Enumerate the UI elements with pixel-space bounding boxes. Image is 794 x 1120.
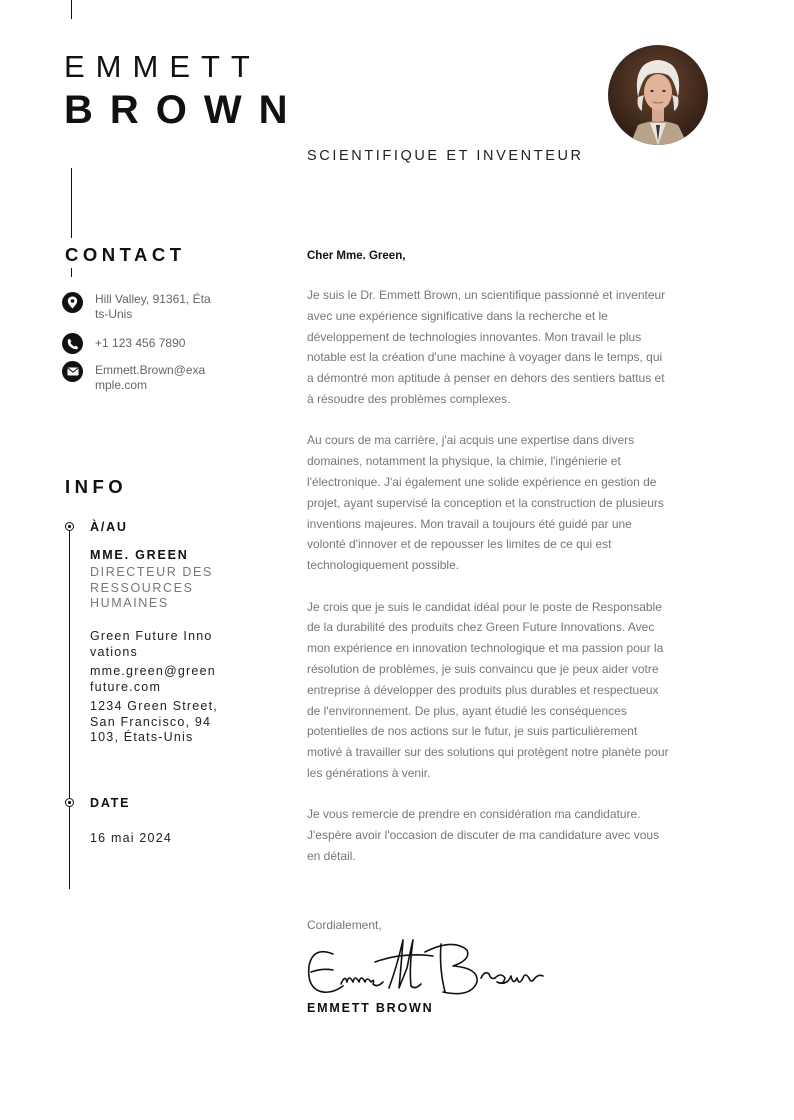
contact-heading: CONTACT (65, 244, 186, 265)
phone-icon (62, 333, 83, 354)
letter-paragraph: Je vous remercie de prendre en considération ma candidature. J'espère avoir l'occasion de discuter de ma candidature avec vous en détail. (307, 807, 660, 863)
contact-phone-text: +1 123 456 7890 (95, 336, 186, 350)
last-name: BROWN (64, 88, 305, 132)
recipient-name: MME. GREEN (90, 548, 189, 562)
letter-body (307, 285, 669, 887)
letter-paragraph: Au cours de ma carrière, j'ai acquis une expertise dans divers domaines, notamment la physique, la chimie, l'ingénierie et l'électronique. J'ai également une solide expérience en gestion de projet, ayant supervisé la conception et la construction de plusieurs inventions majeures. Mon travail a toujours été guidé par une volonté d'innover et de repousser les limites de ce qui est technologiquement possible. (307, 433, 664, 573)
recipient-label: À/AU (90, 520, 128, 534)
contact-address (62, 292, 213, 322)
date-marker-icon (65, 798, 74, 807)
recipient-email: mme.green@greenfuture.com (90, 664, 216, 694)
profile-photo (608, 45, 708, 145)
closing: Cordialement, (307, 918, 382, 932)
recipient-marker-icon (65, 522, 74, 531)
job-title: SCIENTIFIQUE ET INVENTEUR (307, 148, 584, 164)
contact-address-text: Hill Valley, 91361, États-Unis (95, 292, 211, 321)
date-label: DATE (90, 796, 131, 810)
letter-paragraph: Je suis le Dr. Emmett Brown, un scientifique passionné et inventeur avec une expérience significative dans la recherche et le développement de technologies innovantes. Mon travail le plus notable est la création d'une machine à voyager dans le temps, qui a démontré mon aptitude à penser en dehors des sentiers battus et à résoudre des problèmes complexes. (307, 288, 666, 406)
location-pin-icon (62, 292, 83, 313)
email-icon (62, 361, 83, 382)
handwritten-signature (303, 938, 548, 1009)
info-timeline-line (69, 525, 70, 889)
info-heading: INFO (65, 476, 128, 497)
contact-phone (62, 333, 213, 354)
contact-email (62, 361, 213, 393)
recipient-company: Green Future Innovations (90, 629, 213, 659)
section-divider-line (71, 168, 72, 238)
salutation: Cher Mme. Green, (307, 250, 406, 262)
recipient-role: DIRECTEUR DES RESSOURCES HUMAINES (90, 565, 213, 610)
first-name: EMMETT (64, 49, 261, 84)
letter-date: 16 mai 2024 (90, 831, 172, 845)
contact-tick-line (71, 268, 72, 277)
contact-email-text: Emmett.Brown@example.com (95, 363, 206, 392)
signer-name: EMMETT BROWN (307, 1001, 434, 1015)
letter-paragraph: Je crois que je suis le candidat idéal pour le poste de Responsable de la durabilité des produits chez Green Future Innovations. Avec mon expérience en innovation technologique et ma passion pour la résolution de problèmes, je suis convaincu que je peux aider votre entreprise à développer des produits plus durables et respectueux de l'environnement. De plus, ayant étudié les conséquences potentielles de nos actions sur le futur, je suis particulièrement motivé à travailler sur des solutions qui protègent notre planète pour les générations à venir. (307, 599, 669, 780)
top-divider-line (71, 0, 72, 19)
recipient-address: 1234 Green Street, San Francisco, 94103, États-Unis (90, 699, 218, 744)
